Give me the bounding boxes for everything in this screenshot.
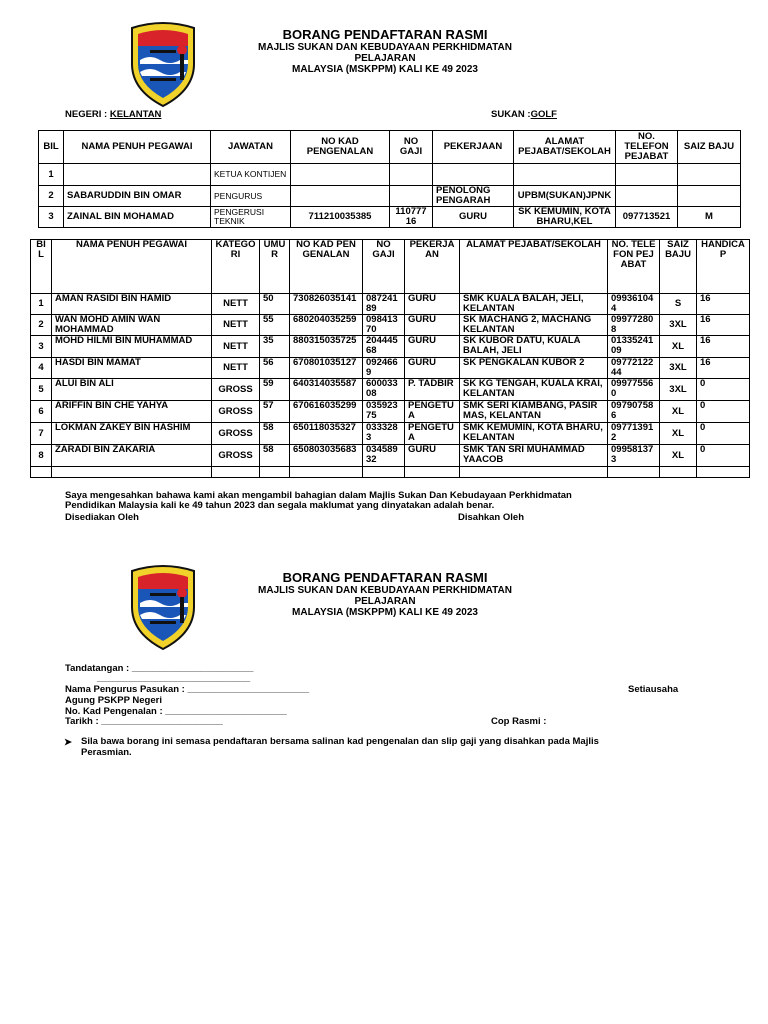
table-cell: UPBM(SUKAN)JPNK [514, 186, 616, 207]
table-cell [608, 467, 660, 478]
table-cell: GROSS [212, 423, 260, 445]
table-cell: 03592375 [363, 401, 405, 423]
table-cell: 0977212244 [608, 358, 660, 379]
table-cell [616, 186, 678, 207]
table-cell [52, 467, 212, 478]
table-cell: 6 [31, 401, 52, 423]
table-cell: PENOLONG PENGARAH [433, 186, 514, 207]
table-cell: XL [660, 423, 697, 445]
table-cell: 3XL [660, 379, 697, 401]
table-cell: 3XL [660, 358, 697, 379]
table-cell: 880315035725 [290, 336, 363, 358]
table-cell [291, 164, 390, 186]
table-cell: 50 [260, 294, 290, 315]
table-cell: 3 [39, 207, 64, 228]
table-cell: 0924669 [363, 358, 405, 379]
cop-rasmi-label: Cop Rasmi : [491, 716, 547, 727]
table-cell: 0333283 [363, 423, 405, 445]
table-cell [697, 467, 750, 478]
table-cell: 680204035259 [290, 315, 363, 336]
table-cell: SMK KUALA BALAH, JELI, KELANTAN [460, 294, 608, 315]
crest-logo-icon [128, 563, 198, 651]
table-cell [260, 467, 290, 478]
officials-header-cell: SAIZ BAJU [678, 131, 741, 164]
table-cell: 03458932 [363, 445, 405, 467]
table-row [31, 379, 750, 401]
table-cell: GURU [433, 207, 514, 228]
nama-pengurus-field: Nama Pengurus Pasukan : _______________________ [65, 684, 310, 695]
table-cell [390, 186, 433, 207]
table-cell: XL [660, 445, 697, 467]
officials-header-cell: NAMA PENUH PEGAWAI [64, 131, 211, 164]
players-header-cell: NO KAD PENGENALAN [290, 240, 363, 294]
table-cell: SK KG TENGAH, KUALA KRAI, KELANTAN [460, 379, 608, 401]
table-cell: 730826035141 [290, 294, 363, 315]
table-cell: M [678, 207, 741, 228]
table-cell: 099772808 [608, 315, 660, 336]
table-cell: ALUI BIN ALI [52, 379, 212, 401]
table-cell: 55 [260, 315, 290, 336]
table-cell: PENGURUS [211, 186, 291, 207]
players-header-cell: SAIZ BAJU [660, 240, 697, 294]
table-cell: 099775560 [608, 379, 660, 401]
players-header-cell: NO GAJI [363, 240, 405, 294]
table-cell: GURU [405, 294, 460, 315]
form-subtitle-2: PELAJARAN [354, 596, 416, 607]
declaration-line-1: Saya mengesahkan bahawa kami akan mengambil bahagian dalam Majlis Sukan Dan Kebudayaan Perkhidmatan [65, 490, 572, 501]
table-cell: 57 [260, 401, 290, 423]
players-header-cell: ALAMAT PEJABAT/SEKOLAH [460, 240, 608, 294]
table-cell: 58 [260, 445, 290, 467]
table-row [31, 336, 750, 358]
officials-header-cell: PEKERJAAN [433, 131, 514, 164]
table-cell: 650803035683 [290, 445, 363, 467]
table-cell [405, 467, 460, 478]
table-row [31, 423, 750, 445]
table-cell: GURU [405, 445, 460, 467]
table-cell: P. TADBIR [405, 379, 460, 401]
players-header-cell: UMUR [260, 240, 290, 294]
table-row [31, 358, 750, 379]
table-cell: SK PENGKALAN KUBOR 2 [460, 358, 608, 379]
players-header-cell: NO. TELEFON PEJABAT [608, 240, 660, 294]
table-cell: NETT [212, 358, 260, 379]
table-cell: GROSS [212, 445, 260, 467]
table-cell: 4 [31, 358, 52, 379]
players-header-cell: KATEGORI [212, 240, 260, 294]
table-cell [460, 467, 608, 478]
officials-header-cell: NO GAJI [390, 131, 433, 164]
table-cell: GURU [405, 336, 460, 358]
table-cell: HASDI BIN MAMAT [52, 358, 212, 379]
table-cell [390, 164, 433, 186]
table-cell: 0133524109 [608, 336, 660, 358]
table-cell: PENGETUA [405, 401, 460, 423]
note-line-1: Sila bawa borang ini semasa pendaftaran bersama salinan kad pengenalan dan slip gaji yang disahkan pada Majlis [81, 736, 599, 747]
table-cell: 640314035587 [290, 379, 363, 401]
players-header-cell: NAMA PENUH PEGAWAI [52, 240, 212, 294]
table-row [31, 315, 750, 336]
table-cell: 16 [697, 294, 750, 315]
officials-header-cell: NO. TELEFON PEJABAT [616, 131, 678, 164]
table-cell: 097713521 [616, 207, 678, 228]
table-cell: S [660, 294, 697, 315]
sukan-label: SUKAN : [491, 109, 531, 120]
table-cell: ZARADI BIN ZAKARIA [52, 445, 212, 467]
table-cell: 60003308 [363, 379, 405, 401]
players-header-row [31, 240, 750, 294]
table-cell [678, 186, 741, 207]
table-row [31, 294, 750, 315]
table-cell: SK KEMUMIN, KOTA BHARU,KEL [514, 207, 616, 228]
form-subtitle-2: PELAJARAN [354, 53, 416, 64]
crest-logo-icon [128, 20, 198, 108]
table-cell: SMK SERI KIAMBANG, PASIR MAS, KELANTAN [460, 401, 608, 423]
tarikh-field: Tarikh : _______________________ [65, 716, 223, 727]
table-cell: 097907586 [608, 401, 660, 423]
table-cell: 16 [697, 336, 750, 358]
table-cell: 58 [260, 423, 290, 445]
table-cell: 11077716 [390, 207, 433, 228]
table-cell: 8 [31, 445, 52, 467]
table-cell: KETUA KONTIJEN [211, 164, 291, 186]
prepared-by-label: Disediakan Oleh [65, 512, 139, 523]
table-cell: 0 [697, 423, 750, 445]
table-cell: 2 [31, 315, 52, 336]
table-row [31, 445, 750, 467]
sukan-value: GOLF [530, 109, 557, 120]
table-cell: 670616035299 [290, 401, 363, 423]
table-cell: 0 [697, 401, 750, 423]
signature-underline: _____________________________ [97, 673, 251, 684]
table-cell: 2 [39, 186, 64, 207]
officials-table [38, 130, 741, 228]
officials-header-cell: JAWATAN [211, 131, 291, 164]
tandatangan-field: Tandatangan : _______________________ [65, 663, 254, 674]
table-cell [616, 164, 678, 186]
form-title: BORANG PENDAFTARAN RASMI [282, 570, 488, 585]
no-kad-field: No. Kad Pengenalan : _______________________ [65, 706, 287, 717]
table-cell: WAN MOHD AMIN WAN MOHAMMAD [52, 315, 212, 336]
arrow-bullet-icon: ➤ [64, 737, 72, 748]
table-cell: 7 [31, 423, 52, 445]
table-cell: LOKMAN ZAKEY BIN HASHIM [52, 423, 212, 445]
table-cell: 59 [260, 379, 290, 401]
agung-label: Agung PSKPP Negeri [65, 695, 162, 706]
table-cell [433, 164, 514, 186]
table-row [39, 207, 741, 228]
form-subtitle-1: MAJLIS SUKAN DAN KEBUDAYAAN PERKHIDMATAN [258, 585, 512, 596]
table-cell: SK MACHANG 2, MACHANG KELANTAN [460, 315, 608, 336]
table-cell: XL [660, 401, 697, 423]
table-cell: ARIFFIN BIN CHE YAHYA [52, 401, 212, 423]
table-cell: PENGETUA [405, 423, 460, 445]
negeri-value: KELANTAN [109, 109, 162, 120]
table-cell: 08724189 [363, 294, 405, 315]
table-cell: SK KUBOR DATU, KUALA BALAH, JELI [460, 336, 608, 358]
table-cell: PENGERUSI TEKNIK [211, 207, 291, 228]
table-cell: 5 [31, 379, 52, 401]
form-title: BORANG PENDAFTARAN RASMI [282, 27, 488, 42]
table-cell: 0 [697, 379, 750, 401]
table-cell: AMAN RASIDI BIN HAMID [52, 294, 212, 315]
table-cell [64, 164, 211, 186]
table-cell: ZAINAL BIN MOHAMAD [64, 207, 211, 228]
negeri-label: NEGERI : [65, 109, 110, 120]
table-cell: SABARUDDIN BIN OMAR [64, 186, 211, 207]
table-cell [678, 164, 741, 186]
table-cell: SMK TAN SRI MUHAMMAD YAACOB [460, 445, 608, 467]
table-cell: GROSS [212, 379, 260, 401]
table-cell: 711210035385 [291, 207, 390, 228]
table-cell [31, 467, 52, 478]
table-cell: 097713912 [608, 423, 660, 445]
table-cell: 650118035327 [290, 423, 363, 445]
players-header-cell: PEKERJAAN [405, 240, 460, 294]
form-subtitle-3: MALAYSIA (MSKPPM) KALI KE 49 2023 [292, 607, 478, 618]
table-cell: 20444568 [363, 336, 405, 358]
table-cell: 3 [31, 336, 52, 358]
table-cell: SMK KEMUMIN, KOTA BHARU, KELANTAN [460, 423, 608, 445]
players-header-cell: HANDICAP [697, 240, 750, 294]
declaration-line-2: Pendidikan Malaysia kali ke 49 tahun 2023 dan segala maklumat yang dinyatakan adalah benar. [65, 500, 495, 511]
note-line-2: Perasmian. [81, 747, 132, 758]
table-cell [212, 467, 260, 478]
form-subtitle-1: MAJLIS SUKAN DAN KEBUDAYAAN PERKHIDMATAN [258, 42, 512, 53]
officials-header-cell: ALAMAT PEJABAT/SEKOLAH [514, 131, 616, 164]
table-cell: GROSS [212, 401, 260, 423]
players-header-cell: BIL [31, 240, 52, 294]
table-cell: NETT [212, 315, 260, 336]
table-cell [363, 467, 405, 478]
table-cell: GURU [405, 358, 460, 379]
officials-header-cell: BIL [39, 131, 64, 164]
table-cell: 56 [260, 358, 290, 379]
table-cell: 099361044 [608, 294, 660, 315]
table-cell: GURU [405, 315, 460, 336]
table-row [39, 186, 741, 207]
table-cell: 16 [697, 315, 750, 336]
table-cell: 1 [31, 294, 52, 315]
table-cell: XL [660, 336, 697, 358]
sukan-field [491, 109, 557, 120]
table-cell: MOHD HILMI BIN MUHAMMAD [52, 336, 212, 358]
form-subtitle-3: MALAYSIA (MSKPPM) KALI KE 49 2023 [292, 64, 478, 75]
table-cell: 1 [39, 164, 64, 186]
officials-header-cell: NO KAD PENGENALAN [291, 131, 390, 164]
table-row [31, 467, 750, 478]
table-cell [514, 164, 616, 186]
table-row [31, 401, 750, 423]
table-cell: 670801035127 [290, 358, 363, 379]
negeri-field [65, 109, 161, 120]
table-cell [291, 186, 390, 207]
table-cell: 0 [697, 445, 750, 467]
table-cell [660, 467, 697, 478]
setiausaha-label: Setiausaha [628, 684, 679, 695]
table-cell: 3XL [660, 315, 697, 336]
players-table [30, 239, 750, 478]
table-cell: 16 [697, 358, 750, 379]
table-cell: NETT [212, 294, 260, 315]
table-cell: 35 [260, 336, 290, 358]
table-cell [290, 467, 363, 478]
table-cell: 099581373 [608, 445, 660, 467]
table-cell: 09841370 [363, 315, 405, 336]
table-row [39, 164, 741, 186]
approved-by-label: Disahkan Oleh [458, 512, 524, 523]
table-cell: NETT [212, 336, 260, 358]
officials-header-row [39, 131, 741, 164]
